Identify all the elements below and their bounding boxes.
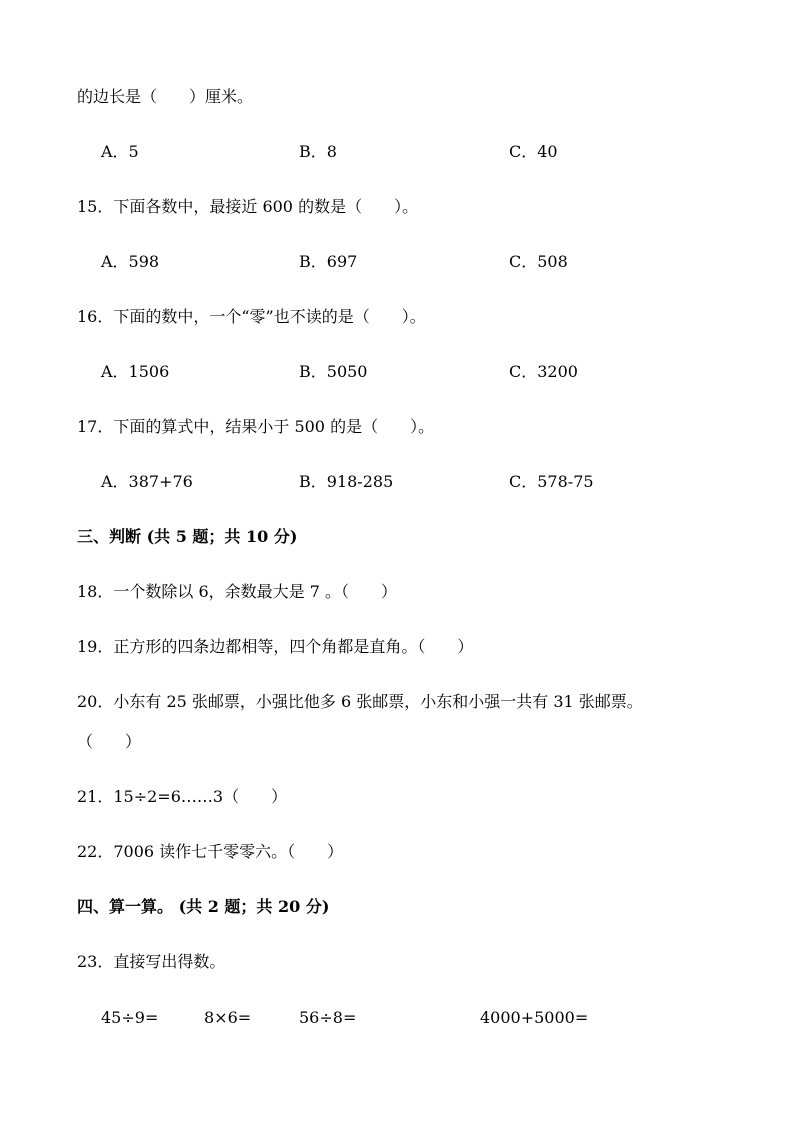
q20-text: 20．小东有 25 张邮票，小强比他多 6 张邮票，小东和小强一共有 31 张邮票。: [77, 692, 643, 711]
calc-item-2: 8×6=: [204, 1008, 252, 1027]
calc-item-3: 56÷8=: [299, 1008, 357, 1027]
q17-option-a: A．387+76: [101, 472, 193, 491]
section4-heading: 四、算一算。 (共 2 题；共 20 分): [77, 897, 330, 916]
q15-text: 15．下面各数中，最接近 600 的数是（ ）。: [77, 197, 419, 216]
q22-text: 22．7006 读作七千零零六。（ ）: [77, 842, 344, 861]
q16-option-c: C．3200: [509, 362, 578, 381]
calc-item-1: 45÷9=: [101, 1008, 159, 1027]
q16-text: 16．下面的数中，一个“零”也不读的是（ ）。: [77, 307, 426, 326]
q16-option-a: A．1506: [101, 362, 170, 381]
q15-option-a: A．598: [101, 252, 160, 271]
q15-option-c: C．508: [509, 252, 568, 271]
q18-text: 18．一个数除以 6，余数最大是 7 。（ ）: [77, 582, 397, 601]
q17-text: 17．下面的算式中，结果小于 500 的是（ ）。: [77, 417, 435, 436]
calc-item-4: 4000+5000=: [480, 1008, 589, 1027]
q17-option-b: B．918-285: [299, 472, 394, 491]
q14-option-a: A．5: [101, 142, 139, 161]
q16-option-b: B．5050: [299, 362, 368, 381]
q14-option-c: C．40: [509, 142, 558, 161]
q20-answer-blank: （ ）: [77, 732, 142, 751]
q14-option-b: B．8: [299, 142, 337, 161]
q23-text: 23．直接写出得数。: [77, 952, 226, 971]
q21-text: 21．15÷2=6……3（ ）: [77, 787, 288, 806]
q19-text: 19．正方形的四条边都相等，四个角都是直角。（ ）: [77, 637, 474, 656]
q15-option-b: B．697: [299, 252, 358, 271]
section3-heading: 三、判断 (共 5 题；共 10 分): [77, 527, 298, 546]
q17-option-c: C．578-75: [509, 472, 594, 491]
q14-text-continuation: 的边长是（ ）厘米。: [77, 87, 254, 106]
